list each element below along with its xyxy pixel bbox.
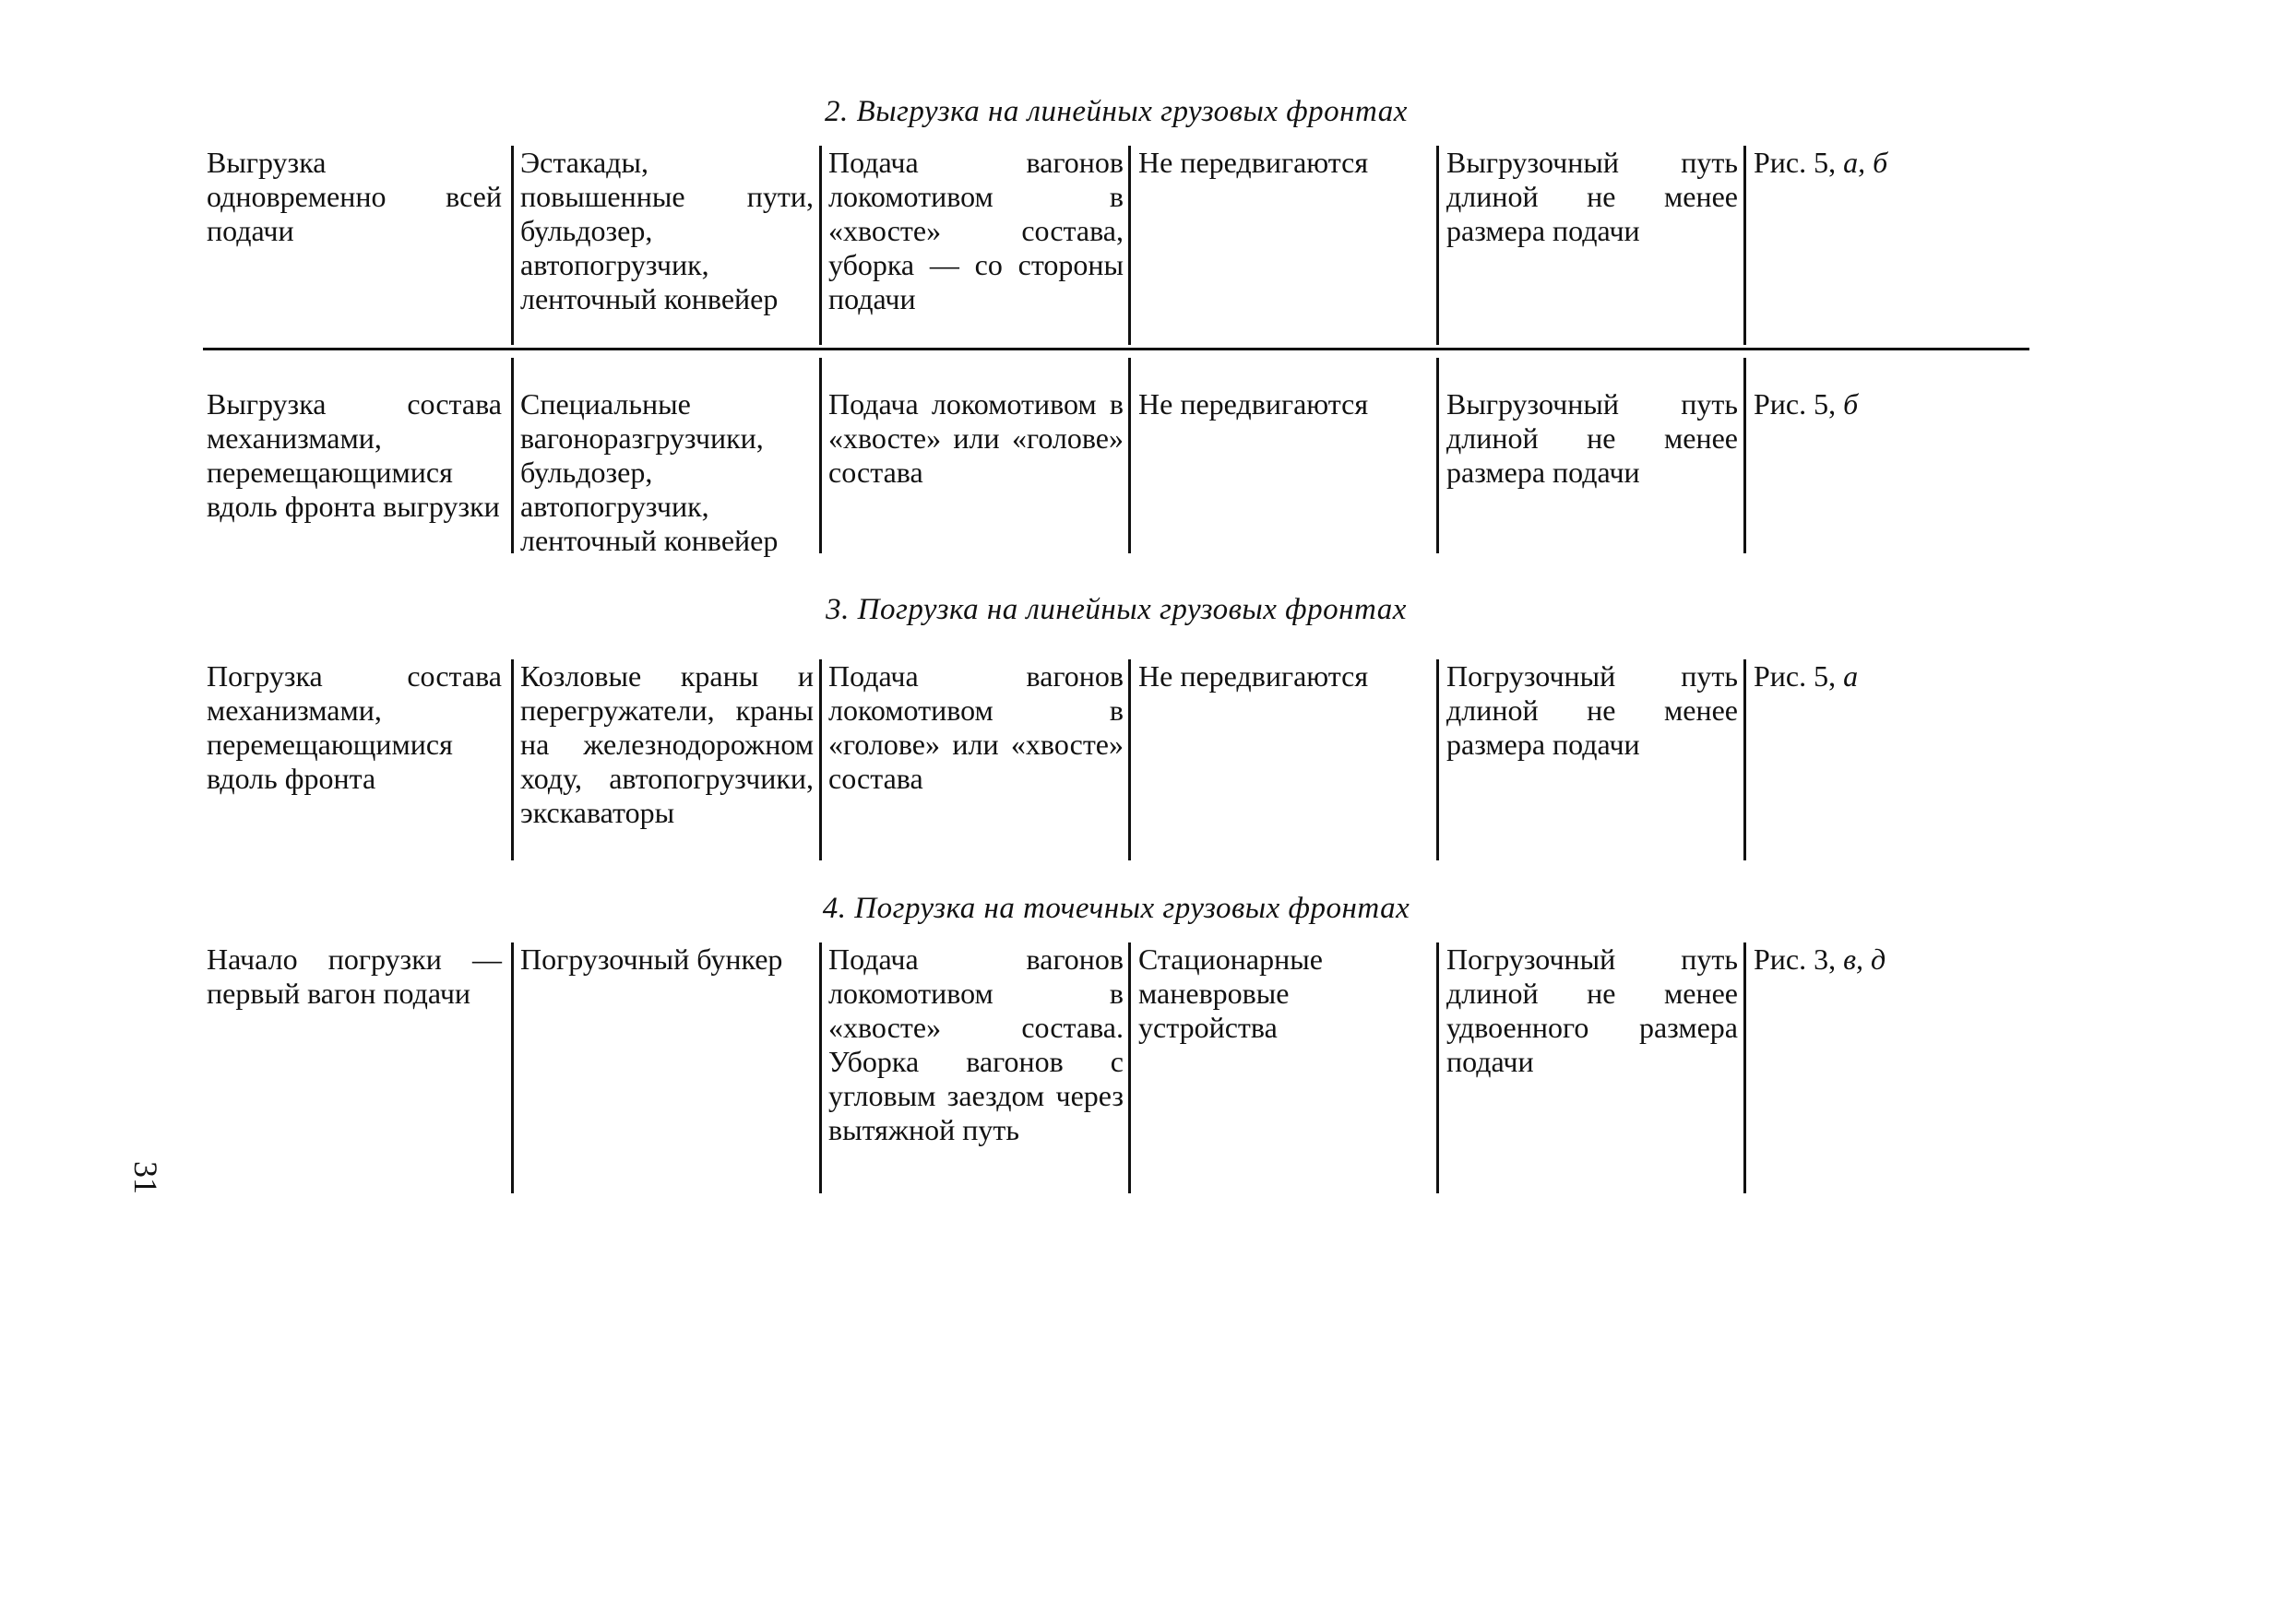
page-number: 31: [127, 1161, 164, 1194]
column-divider: [511, 942, 514, 1193]
column-divider: [1436, 146, 1439, 345]
track-cell: Выгрузочный путь длиной не менее размера подачи: [1446, 146, 1738, 247]
equipment-cell: Погрузочный бункер: [520, 942, 783, 976]
supply-cell: Подача локомотивом в «хвосте» или «голове» состава: [828, 387, 1124, 489]
equipment-cell: Козловые краны и перегружатели, краны на железнодорожном ходу, автопогрузчики, экскаваторы: [520, 659, 814, 829]
column-divider: [1436, 358, 1439, 553]
column-divider: [1128, 358, 1131, 553]
column-divider: [1128, 659, 1131, 860]
supply-cell: Подача вагонов локомотивом в «хвосте» состава. Уборка вагонов с угловым заездом через вытяжной путь: [828, 942, 1124, 1146]
operation-cell: Начало погрузки — первый вагон подачи: [207, 942, 502, 1010]
movement-cell: Не передвигаются: [1138, 387, 1369, 421]
column-divider: [1436, 659, 1439, 860]
column-divider: [1743, 146, 1746, 345]
figure-letters: а, б: [1843, 146, 1888, 179]
figure-ref-cell: [1746, 387, 2023, 421]
track-cell: Погрузочный путь длиной не менее размера подачи: [1446, 659, 1738, 761]
operation-cell: Выгрузка одновременно всей подачи: [207, 146, 502, 247]
figure-letters: б: [1843, 387, 1859, 421]
equipment-cell: Эстакады, повышенные пути, бульдозер, автопогрузчик, ленточный конвейер: [520, 146, 814, 315]
column-divider: [1128, 146, 1131, 345]
figure-prefix: Рис. 5,: [1754, 387, 1837, 421]
figure-ref-cell: [1746, 146, 2023, 180]
column-divider: [1436, 942, 1439, 1193]
movement-cell: Не передвигаются: [1138, 659, 1369, 693]
column-divider: [1743, 358, 1746, 553]
column-divider: [511, 358, 514, 553]
track-cell: Выгрузочный путь длиной не менее размера подачи: [1446, 387, 1738, 489]
movement-cell: Стационарные маневровые устройства: [1138, 942, 1323, 1044]
figure-prefix: Рис. 5,: [1754, 659, 1837, 693]
column-divider: [511, 146, 514, 345]
section-heading: 2. Выгрузка на линейных грузовых фронтах: [825, 95, 1408, 128]
column-divider: [819, 358, 822, 553]
equipment-cell: Специальные вагоноразгрузчики, бульдозер, автопогрузчик, ленточный конвейер: [520, 387, 779, 557]
operation-cell: Выгрузка состава механизмами, перемещающимися вдоль фронта выгрузки: [207, 387, 502, 523]
supply-cell: Подача вагонов локомотивом в «хвосте» состава, уборка — со стороны подачи: [828, 146, 1124, 315]
figure-ref-cell: [1746, 659, 2023, 693]
column-divider: [1743, 659, 1746, 860]
figure-prefix: Рис. 3,: [1754, 942, 1837, 976]
column-divider: [819, 146, 822, 345]
operation-cell: Погрузка состава механизмами, перемещающимися вдоль фронта: [207, 659, 502, 795]
figure-ref-cell: [1746, 942, 2023, 977]
movement-cell: Не передвигаются: [1138, 146, 1369, 179]
section-heading: 3. Погрузка на линейных грузовых фронтах: [826, 593, 1407, 626]
column-divider: [1128, 942, 1131, 1193]
column-divider: [819, 659, 822, 860]
track-cell: Погрузочный путь длиной не менее удвоенного размера подачи: [1446, 942, 1738, 1078]
column-divider: [511, 659, 514, 860]
row-separator: [203, 348, 2029, 350]
supply-cell: Подача вагонов локомотивом в «голове» или «хвосте» состава: [828, 659, 1124, 795]
figure-letters: в, д: [1843, 942, 1886, 976]
column-divider: [1743, 942, 1746, 1193]
figure-letters: а: [1843, 659, 1859, 693]
column-divider: [819, 942, 822, 1193]
section-heading: 4. Погрузка на точечных грузовых фронтах: [822, 892, 1410, 925]
figure-prefix: Рис. 5,: [1754, 146, 1837, 179]
